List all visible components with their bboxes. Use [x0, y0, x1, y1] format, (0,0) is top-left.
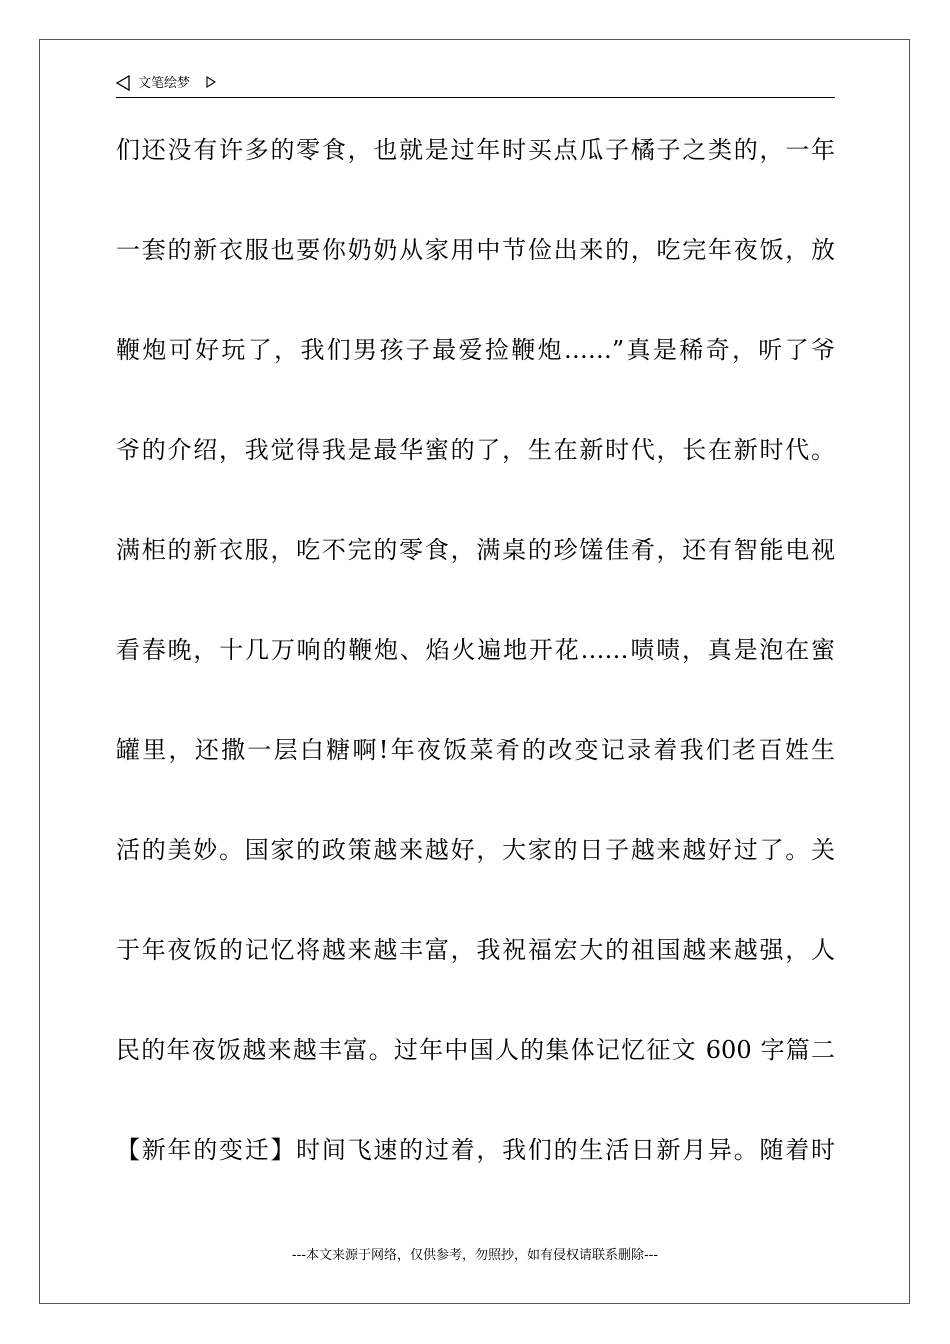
text-line: 【新年的变迁】时间飞速的过着，我们的生活日新月异。随着时 [116, 1136, 835, 1164]
text-line: 们还没有许多的零食，也就是过年时买点瓜子橘子之类的，一年 [116, 136, 835, 164]
triangle-right-icon [206, 76, 216, 88]
text-line: 爷的介绍，我觉得我是最华蜜的了，生在新时代，长在新时代。 [116, 436, 835, 464]
text-line: 民的年夜饭越来越丰富。过年中国人的集体记忆征文 600 字篇二 [116, 1036, 835, 1064]
text-line: 满柜的新衣服，吃不完的零食，满桌的珍馐佳肴，还有智能电视 [116, 536, 835, 564]
footer-disclaimer: ---本文来源于网络，仅供参考，勿照抄，如有侵权请联系删除--- [291, 1248, 659, 1263]
triangle-left-icon [116, 75, 130, 91]
header-title: 文笔绘梦 [138, 76, 191, 91]
text-line: 罐里，还撒一层白糖啊!年夜饭菜肴的改变记录着我们老百姓生 [116, 736, 835, 764]
text-line: 于年夜饭的记忆将越来越丰富，我祝福宏大的祖国越来越强，人 [116, 936, 835, 964]
text-line: 鞭炮可好玩了，我们男孩子最爱捡鞭炮……”真是稀奇，听了爷 [116, 336, 835, 364]
text-line: 活的美妙。国家的政策越来越好，大家的日子越来越好过了。关 [116, 836, 835, 864]
body-text [116, 120, 835, 1220]
page-header [116, 72, 835, 98]
text-line: 一套的新衣服也要你奶奶从家用中节俭出来的，吃完年夜饭，放 [116, 236, 835, 264]
text-line: 看春晚，十几万响的鞭炮、焰火遍地开花……啧啧，真是泡在蜜 [116, 636, 835, 664]
